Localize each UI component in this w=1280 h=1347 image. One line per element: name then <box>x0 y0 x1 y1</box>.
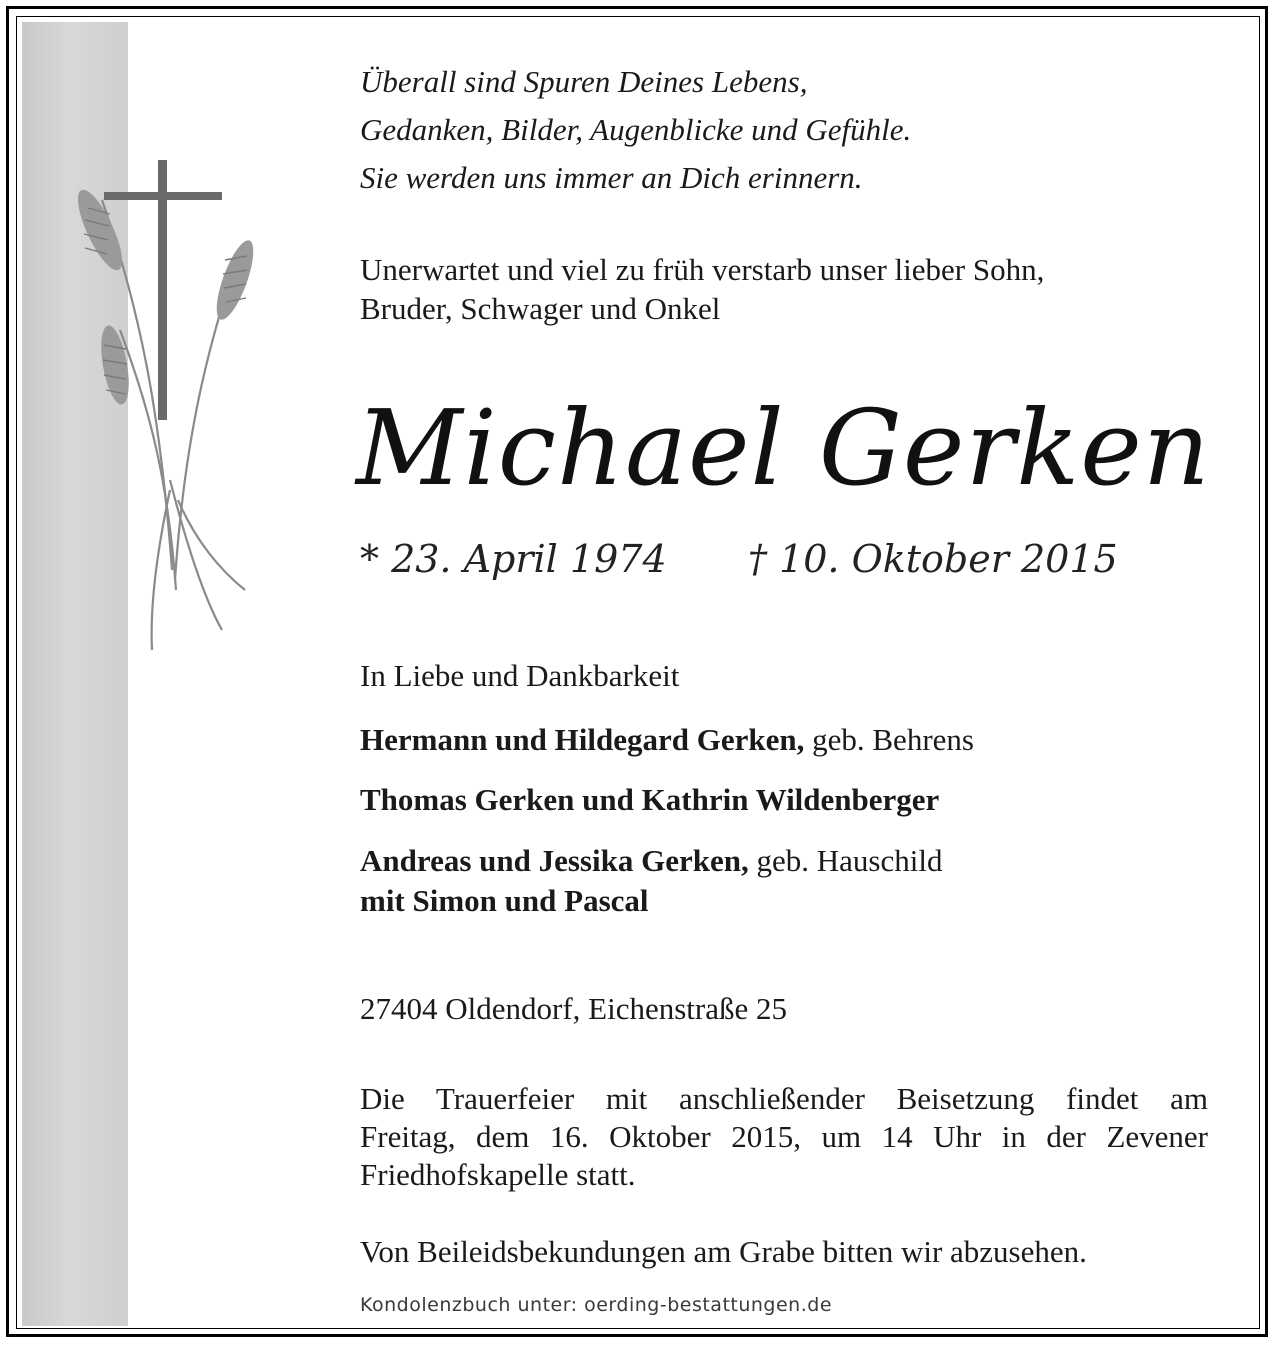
guestbook-link: Kondolenzbuch unter: oerding-bestattungen.de <box>360 1294 833 1316</box>
ceremony-line: Friedhofskapelle statt. <box>360 1157 636 1192</box>
poem-line: Sie werden uns immer an Dich erinnern. <box>360 160 863 195</box>
ceremony-line: Die Trauerfeier mit anschließender Beisetzung findet am <box>360 1081 1208 1116</box>
deceased-name: Michael Gerken <box>356 387 1211 509</box>
condolence-text: Von Beileidsbekundungen am Grabe bitten wir abzusehen. <box>360 1234 1087 1269</box>
poem-line: Überall sind Spuren Deines Lebens, <box>360 64 808 99</box>
address-text: 27404 Oldendorf, Eichenstraße 25 <box>360 991 787 1026</box>
intro-line: Bruder, Schwager und Onkel <box>360 291 721 326</box>
mourner-extra: mit Simon und Pascal <box>360 883 649 918</box>
mourner-note: geb. Behrens <box>804 722 974 757</box>
mourner-name: Thomas Gerken und Kathrin Wildenberger <box>360 782 940 817</box>
death-date: † 10. Oktober 2015 <box>748 537 1118 581</box>
dedication <box>360 656 1220 696</box>
condolence-request <box>360 1232 1220 1272</box>
mourner-name: Hermann und Hildegard Gerken, <box>360 722 805 757</box>
mourner-note: geb. Hauschild <box>748 843 943 878</box>
poem-line: Gedanken, Bilder, Augenblicke und Gefühle. <box>360 112 912 147</box>
ceremony-line: Freitag, dem 16. Oktober 2015, um 14 Uhr in der Zevener <box>360 1119 1208 1154</box>
intro-text <box>360 250 1220 328</box>
birth-date: * 23. April 1974 <box>360 537 667 581</box>
intro-line: Unerwartet und viel zu früh verstarb unser lieber Sohn, <box>360 252 1045 287</box>
address <box>360 989 1220 1029</box>
cross-with-wheat-icon <box>60 150 290 660</box>
mourner-3 <box>360 841 1220 921</box>
dedication-text: In Liebe und Dankbarkeit <box>360 658 680 693</box>
mourner-2 <box>360 780 1220 820</box>
ceremony-info <box>360 1080 1208 1194</box>
mourner-name: Andreas und Jessika Gerken, <box>360 843 749 878</box>
poem <box>360 58 1220 202</box>
life-dates <box>360 534 1240 584</box>
mourner-1 <box>360 720 1220 760</box>
